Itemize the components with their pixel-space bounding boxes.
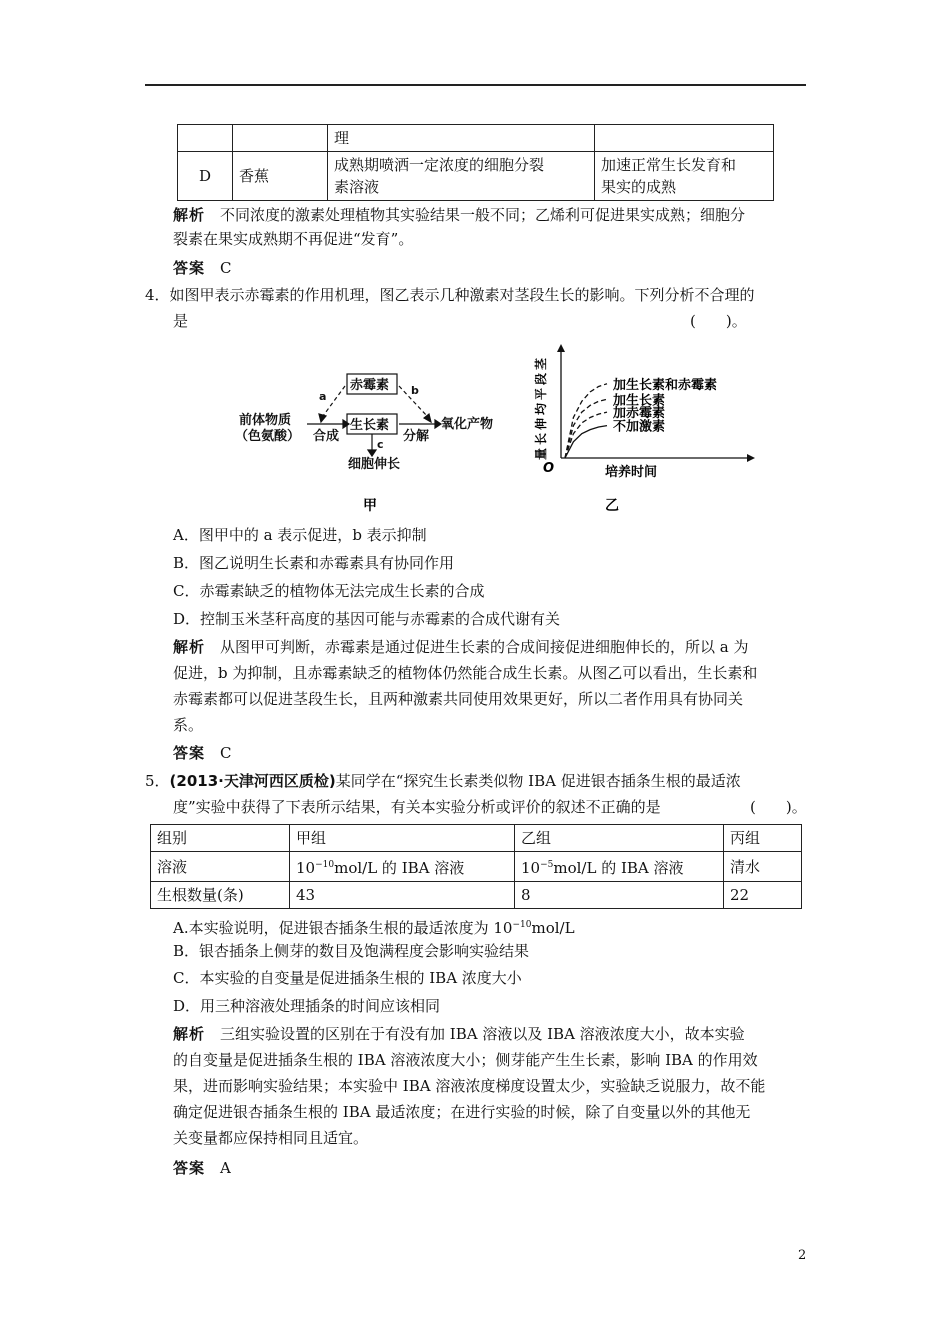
arrowhead-icon	[343, 420, 349, 428]
precursor-label: 前体物质	[239, 413, 292, 428]
caption-yi: 乙	[605, 498, 619, 514]
q4-stem: 4．如图甲表示赤霉素的作用机理，图乙表示几种激素对茎段生长的影响。下列分析不合理的	[145, 286, 755, 304]
q4-option-c: C．赤霉素缺乏的植物体无法完成生长素的合成	[173, 582, 485, 600]
caption-jia: 甲	[363, 498, 377, 514]
series-label-3: 不加激素	[613, 419, 666, 435]
q5-analysis-cont: 果，进而影响实验结果；本实验中 IBA 溶液浓度梯度设置太少，实验缺乏说服力，故不能	[173, 1077, 766, 1095]
q4-answer-paren: ( )。	[690, 312, 747, 330]
header-rule	[145, 84, 806, 86]
arrowhead-icon	[424, 414, 431, 422]
table-header: 组别	[151, 825, 290, 852]
label-a: a	[319, 390, 327, 403]
table-cell: 生根数量(条)	[151, 882, 290, 909]
y-axis-label-char: 量	[534, 447, 548, 460]
table-cell: 22	[724, 882, 802, 909]
table-header: 乙组	[515, 825, 724, 852]
table-row	[151, 852, 802, 882]
figure-jia	[235, 370, 505, 520]
figure-yi-chart	[525, 340, 765, 520]
q4-stem-cont: 是	[173, 312, 189, 330]
y-axis-label-char: 长	[534, 432, 548, 445]
q4-analysis-cont: 赤霉素都可以促进茎段生长，且两种激素共同使用效果更好，所以二者作用具有协同关	[173, 690, 744, 708]
x-axis-arrow-icon	[747, 454, 755, 462]
table-cell: $10^{-5}mol/L$ 的 IBA 溶液	[515, 852, 724, 882]
table-header: 甲组	[290, 825, 515, 852]
q5-option-b: B．银杏插条上侧芽的数目及饱满程度会影响实验结果	[173, 942, 530, 960]
table-cell: $10^{-10}mol/L$ 的 IBA 溶液	[290, 852, 515, 882]
arrowhead-icon	[319, 414, 326, 422]
y-axis-arrow-icon	[557, 344, 565, 352]
q3-answer: 答案 C	[173, 259, 232, 277]
y-axis-label-char: 平	[534, 387, 548, 400]
synth-label: 合成	[313, 429, 340, 444]
series-line-2	[565, 412, 607, 458]
table-cell: 理	[328, 125, 595, 152]
q4-answer: 答案 C	[173, 744, 232, 762]
q4-option-a: A．图甲中的 a 表示促进，b 表示抑制	[173, 526, 427, 544]
y-axis-label-char: 均	[534, 402, 548, 415]
table-cell: D	[178, 152, 233, 201]
table-row	[178, 125, 774, 152]
q5-answer: 答案 A	[173, 1159, 231, 1177]
table-header: 丙组	[724, 825, 802, 852]
q5-analysis-cont: 的自变量是促进插条生根的 IBA 溶液浓度大小；侧芽能产生生长素，影响 IBA 的作用效	[173, 1051, 758, 1069]
q3-analysis: 解析 不同浓度的激素处理植物其实验结果一般不同；乙烯利可促进果实成熟；细胞分	[173, 206, 746, 224]
q3-analysis-cont: 裂素在果实成熟期不再促进“发育”。	[173, 230, 414, 248]
table-cell: 香蕉	[233, 152, 328, 201]
q5-answer-paren: ( )。	[750, 798, 807, 816]
q5-stem-cont: 度”实验中获得了下表所示结果，有关本实验分析或评价的叙述不正确的是	[173, 798, 661, 816]
q5-option-c: C．本实验的自变量是促进插条生根的 IBA 浓度大小	[173, 969, 522, 987]
table-row	[151, 825, 802, 852]
precursor-sub-label: （色氨酸）	[235, 429, 301, 444]
label-c: c	[377, 438, 384, 451]
table-cell: 加速正常生长发育和 果实的成熟	[595, 152, 774, 201]
q4-option-d: D．控制玉米茎秆高度的基因可能与赤霉素的合成代谢有关	[173, 610, 561, 628]
q5-stem: 5．(2013·天津河西区质检)某同学在“探究生长素类似物 IBA 促进银杏插条生根的最适浓	[145, 772, 741, 790]
table-cell: 溶液	[151, 852, 290, 882]
q4-analysis: 解析 从图甲可判断，赤霉素是通过促进生长素的合成间接促进细胞伸长的，所以 a 为	[173, 638, 749, 656]
series-label-1: 加生长素	[613, 393, 666, 409]
series-label-0: 加生长素和赤霉素	[613, 377, 718, 393]
series-line-1	[565, 399, 607, 458]
series-group	[565, 377, 717, 458]
q5-analysis-cont: 关变量都应保持相同且适宜。	[173, 1129, 369, 1147]
arrowhead-icon	[368, 450, 376, 456]
q5-option-a: A.本实验说明，促进银杏插条生根的最适浓度为 $10^{-10}mol/L$	[173, 919, 575, 937]
table-cell: 清水	[724, 852, 802, 882]
decomp-label: 分解	[403, 429, 430, 444]
q5-results-table	[150, 824, 802, 909]
y-axis-label-char: 段	[534, 372, 548, 385]
table-cell: 43	[290, 882, 515, 909]
y-axis-label-char: 茎	[534, 357, 548, 370]
table-row	[151, 882, 802, 909]
origin-label: O	[543, 461, 555, 476]
y-axis-label-char: 伸	[534, 417, 548, 430]
label-b: b	[411, 384, 419, 397]
page-number: 2	[798, 1248, 807, 1263]
y-axis-label	[533, 357, 548, 460]
answer-options-table	[177, 124, 774, 201]
x-axis-label: 培养时间	[605, 465, 658, 480]
q4-analysis-cont: 促进，b 为抑制，且赤霉素缺乏的植物体仍然能合成生长素。从图乙可以看出，生长素和	[173, 664, 758, 682]
q4-analysis-cont: 系。	[173, 716, 204, 734]
q5-analysis: 解析 三组实验设置的区别在于有没有加 IBA 溶液以及 IBA 溶液浓度大小，故本实验	[173, 1025, 745, 1043]
auxin-label: 生长素	[350, 418, 390, 433]
table-row	[178, 152, 774, 201]
q5-analysis-cont: 确定促进银杏插条生根的 IBA 最适浓度；在进行实验的时候，除了自变量以外的其他无	[173, 1103, 751, 1121]
q4-option-b: B．图乙说明生长素和赤霉素具有协同作用	[173, 554, 455, 572]
oxide-label: 氧化产物	[441, 417, 494, 432]
series-label-2: 加赤霉素	[613, 406, 666, 422]
gibberellin-label: 赤霉素	[350, 378, 390, 393]
q5-option-d: D．用三种溶液处理插条的时间应该相同	[173, 997, 441, 1015]
table-cell: 8	[515, 882, 724, 909]
table-cell: 成熟期喷洒一定浓度的细胞分裂 素溶液	[328, 152, 595, 201]
elong-label: 细胞伸长	[348, 457, 401, 472]
